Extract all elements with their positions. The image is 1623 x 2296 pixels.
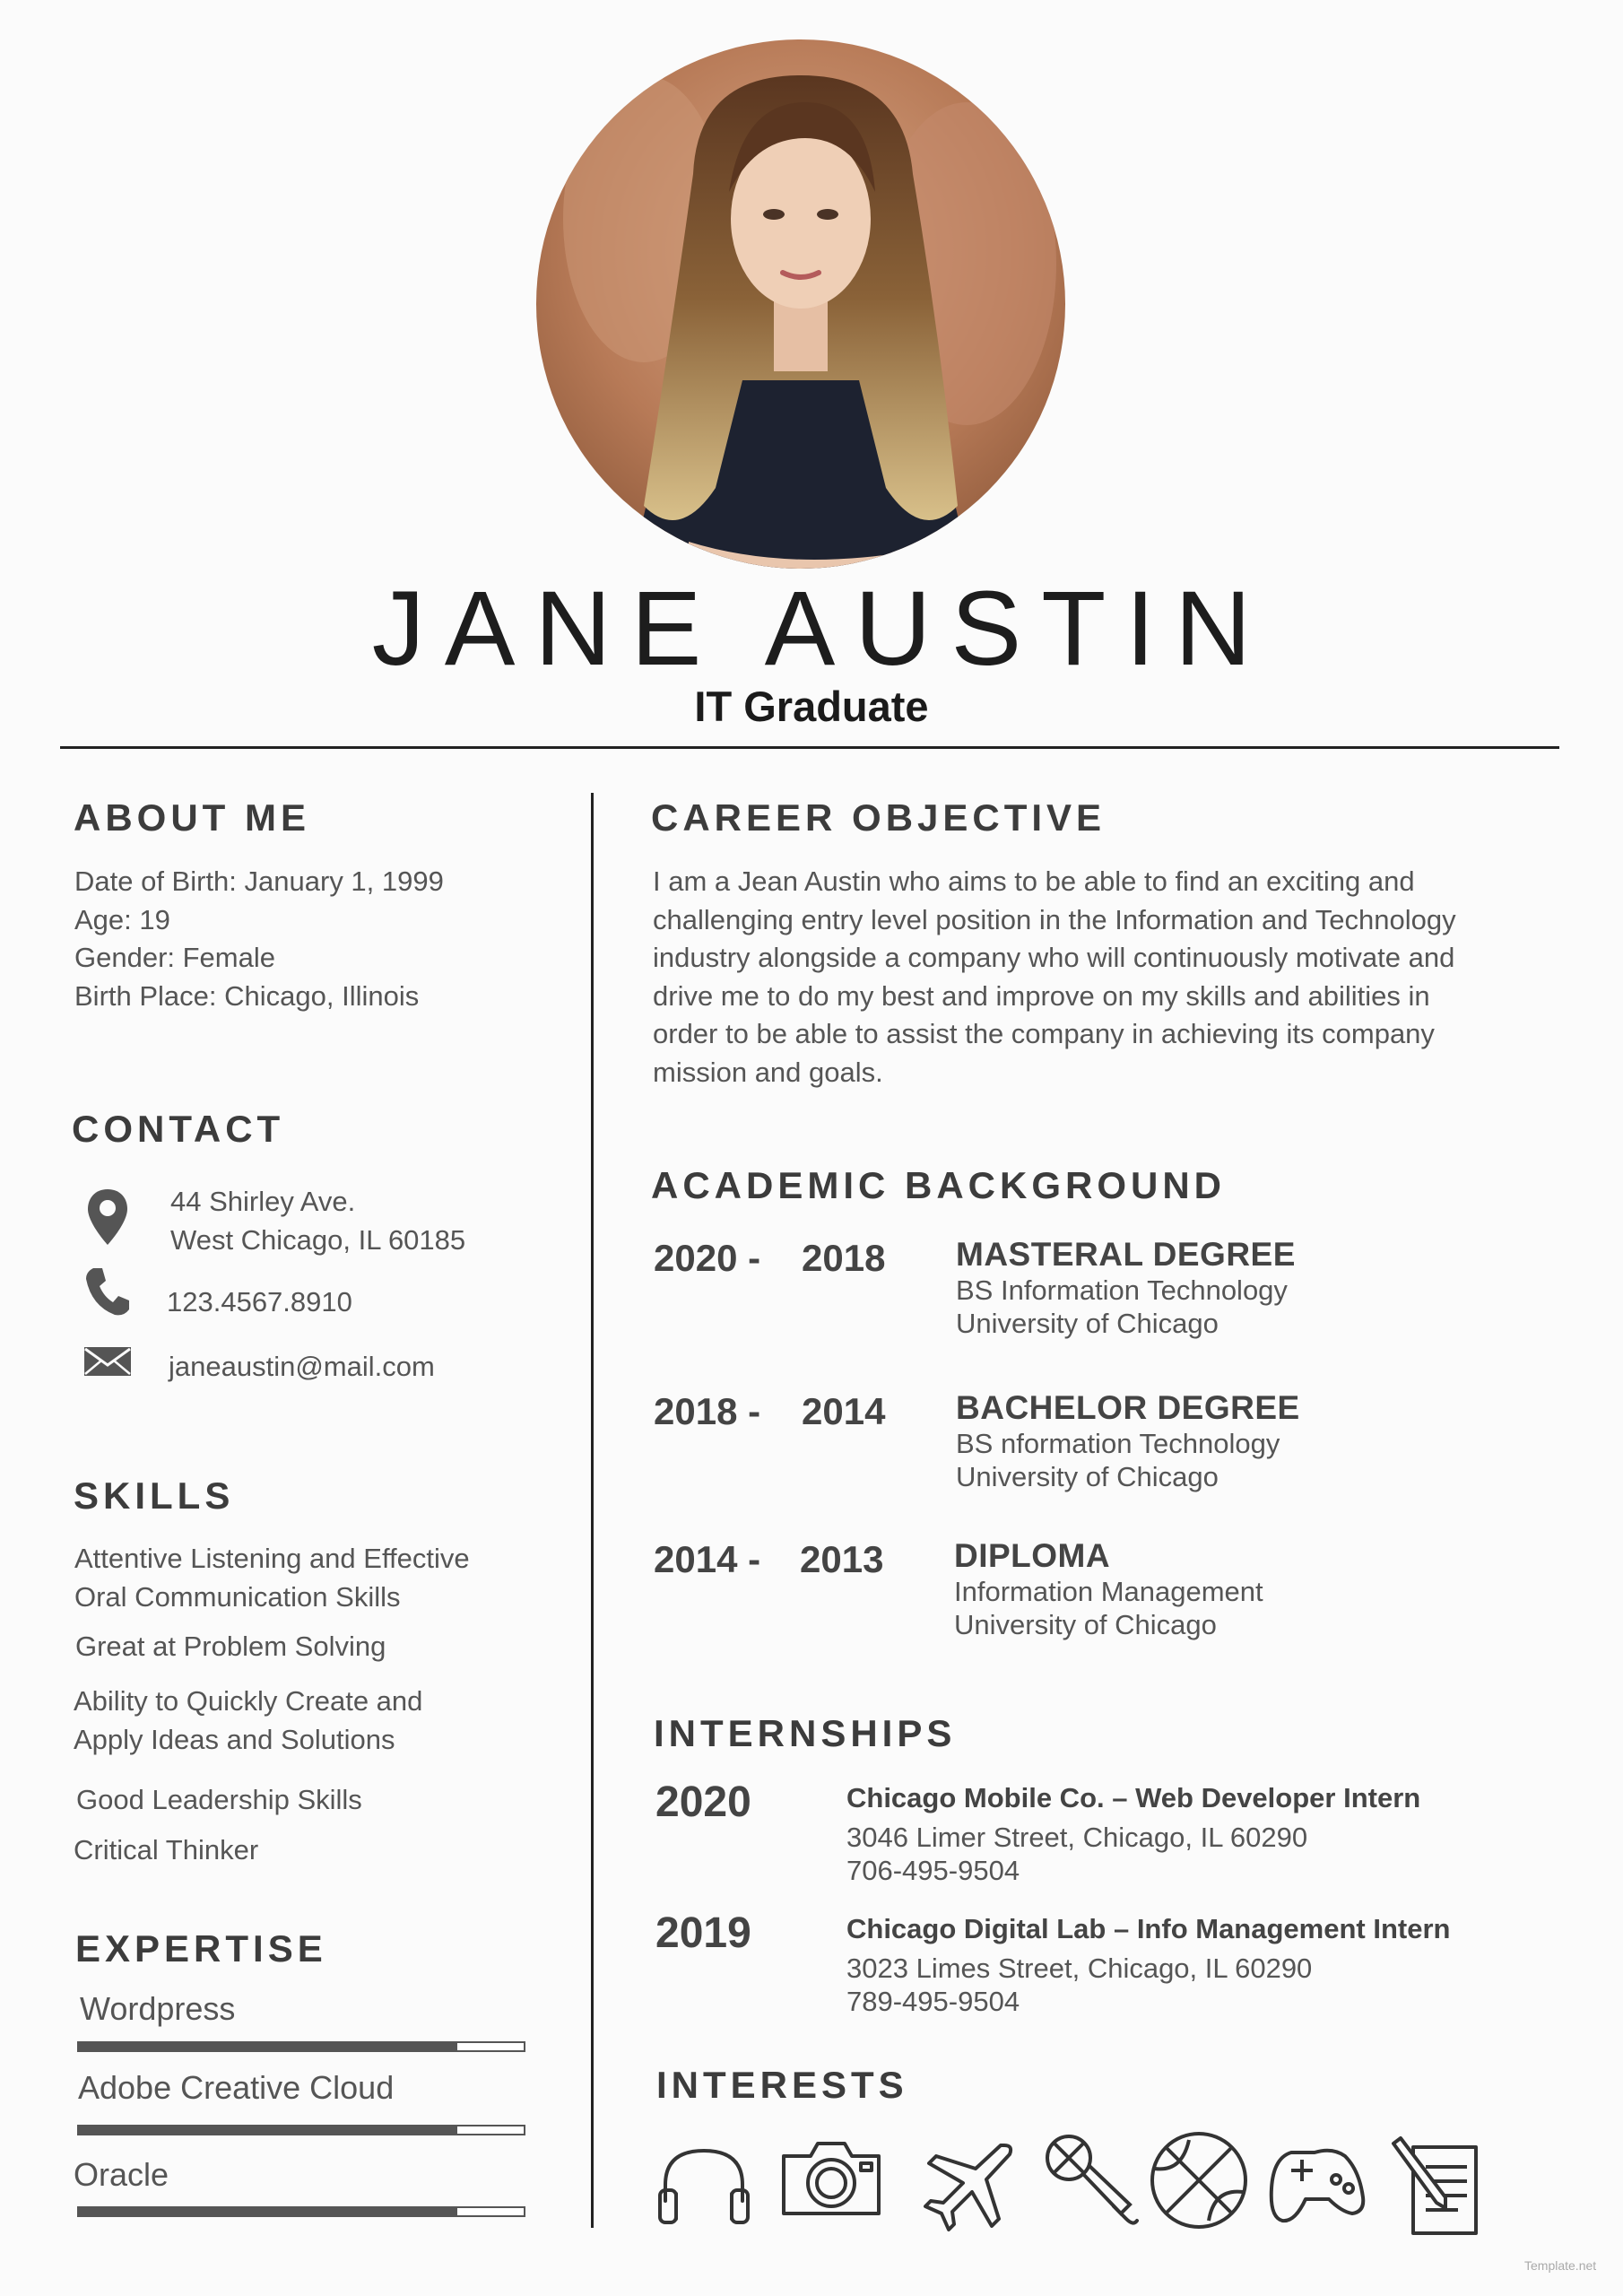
- skill-item: [75, 1628, 386, 1666]
- academic-heading: ACADEMIC BACKGROUND: [651, 1164, 1226, 1206]
- internship-phone: 789-495-9504: [846, 1986, 1020, 2017]
- degree-name: BACHELOR DEGREE: [956, 1389, 1300, 1426]
- career-line: I am a Jean Austin who aims to be able to find an exciting and: [653, 865, 1415, 897]
- year-from: 2020 -: [654, 1237, 761, 1279]
- skill-line: Attentive Listening and Effective: [74, 1543, 470, 1574]
- address-line2: West Chicago, IL 60185: [170, 1224, 466, 1256]
- skill-line: Good Leadership Skills: [76, 1784, 362, 1815]
- academic-entry: [956, 1236, 1296, 1340]
- skill-line: Oral Communication Skills: [74, 1580, 401, 1613]
- career-line: order to be able to assist the company in achieving its company: [653, 1018, 1435, 1049]
- year-from: 2018 -: [654, 1390, 761, 1432]
- contact-email: janeaustin@mail.com: [169, 1351, 435, 1382]
- degree-name: MASTERAL DEGREE: [956, 1236, 1296, 1273]
- full-name: JANE AUSTIN: [371, 570, 1271, 688]
- academic-entry: [954, 1537, 1263, 1641]
- academic-years: [654, 1236, 885, 1281]
- degree-school: University of Chicago: [956, 1461, 1219, 1492]
- skill-item: [74, 1683, 422, 1759]
- skill-item: [76, 1781, 362, 1820]
- writing-icon: [1386, 2135, 1492, 2240]
- internship-title: Chicago Digital Lab – Info Management Intern: [846, 1913, 1451, 1944]
- career-objective-text: [653, 863, 1456, 1091]
- address-line1: 44 Shirley Ave.: [170, 1186, 356, 1217]
- basketball-icon: [1146, 2127, 1252, 2233]
- column-divider: [591, 793, 594, 2228]
- career-line: drive me to do my best and improve on my skills and abilities in: [653, 979, 1430, 1012]
- expertise-label: Adobe Creative Cloud: [78, 2069, 395, 2106]
- skill-line: Ability to Quickly Create and: [74, 1685, 423, 1717]
- header-divider: [60, 746, 1559, 749]
- degree-school: University of Chicago: [956, 1308, 1219, 1339]
- internship-entry: [846, 1912, 1450, 2018]
- expertise-label: Wordpress: [80, 1990, 236, 2027]
- internships-heading: INTERNSHIPS: [654, 1712, 957, 1754]
- expertise-bar: [77, 2206, 525, 2217]
- gamepad-icon: [1264, 2135, 1370, 2240]
- profile-photo: [536, 39, 1065, 569]
- academic-years: [654, 1389, 885, 1434]
- academic-years: [654, 1537, 883, 1582]
- year-from: 2014 -: [654, 1538, 761, 1580]
- year-to: 2013: [800, 1538, 884, 1580]
- camera-icon: [778, 2124, 884, 2230]
- phone-icon: [82, 1265, 133, 1327]
- about-details: [74, 863, 444, 1015]
- airplane-icon: [916, 2133, 1022, 2239]
- year-to: 2018: [802, 1237, 886, 1279]
- contact-phone: 123.4567.8910: [167, 1286, 352, 1318]
- degree-program: BS nformation Technology: [956, 1428, 1280, 1459]
- year-to: 2014: [802, 1390, 886, 1432]
- skill-line: Apply Ideas and Solutions: [74, 1723, 395, 1755]
- interests-heading: INTERESTS: [656, 2064, 908, 2106]
- about-gender: Gender: Female: [74, 942, 275, 973]
- internship-phone: 706-495-9504: [846, 1855, 1020, 1886]
- contact-address: [170, 1182, 465, 1259]
- internship-entry: [846, 1781, 1420, 1887]
- about-dob: Date of Birth: January 1, 1999: [74, 865, 444, 897]
- expertise-bar: [77, 2041, 525, 2052]
- skill-line: Great at Problem Solving: [75, 1631, 386, 1662]
- degree-program: Information Management: [954, 1576, 1263, 1607]
- headphones-icon: [651, 2131, 757, 2237]
- watermark: Template.net: [1524, 2258, 1597, 2273]
- envelope-icon: [82, 1344, 133, 1406]
- internship-year: 2019: [655, 1909, 751, 1957]
- degree-name: DIPLOMA: [954, 1537, 1111, 1574]
- degree-school: University of Chicago: [954, 1609, 1217, 1640]
- internship-address: 3046 Limer Street, Chicago, IL 60290: [846, 1822, 1308, 1853]
- internship-year: 2020: [655, 1779, 751, 1826]
- location-pin-icon: [82, 1186, 133, 1248]
- about-age: Age: 19: [74, 903, 170, 935]
- degree-program: BS Information Technology: [956, 1274, 1288, 1306]
- career-line: industry alongside a company who will continuously motivate and: [653, 942, 1455, 973]
- expertise-bar: [77, 2125, 525, 2135]
- skill-item: [74, 1540, 470, 1616]
- expertise-bar-fill: [79, 2126, 457, 2134]
- expertise-bar-fill: [79, 2043, 457, 2050]
- expertise-label: Oracle: [74, 2156, 169, 2193]
- about-heading: ABOUT ME: [74, 796, 310, 839]
- academic-entry: [956, 1389, 1300, 1493]
- career-heading: CAREER OBJECTIVE: [651, 796, 1107, 839]
- microphone-icon: [1037, 2127, 1142, 2233]
- skills-heading: SKILLS: [74, 1474, 235, 1517]
- career-line: challenging entry level position in the Information and Technology: [653, 903, 1456, 935]
- contact-heading: CONTACT: [72, 1108, 285, 1150]
- internship-address: 3023 Limes Street, Chicago, IL 60290: [846, 1952, 1313, 1984]
- skill-item: [74, 1831, 258, 1870]
- about-birthplace: Birth Place: Chicago, Illinois: [74, 979, 420, 1012]
- internship-title: Chicago Mobile Co. – Web Developer Intern: [846, 1782, 1421, 1813]
- job-title: IT Graduate: [694, 683, 929, 730]
- expertise-bar-fill: [79, 2208, 457, 2215]
- expertise-heading: EXPERTISE: [75, 1927, 327, 1970]
- skill-line: Critical Thinker: [74, 1834, 259, 1866]
- career-line: mission and goals.: [653, 1056, 883, 1088]
